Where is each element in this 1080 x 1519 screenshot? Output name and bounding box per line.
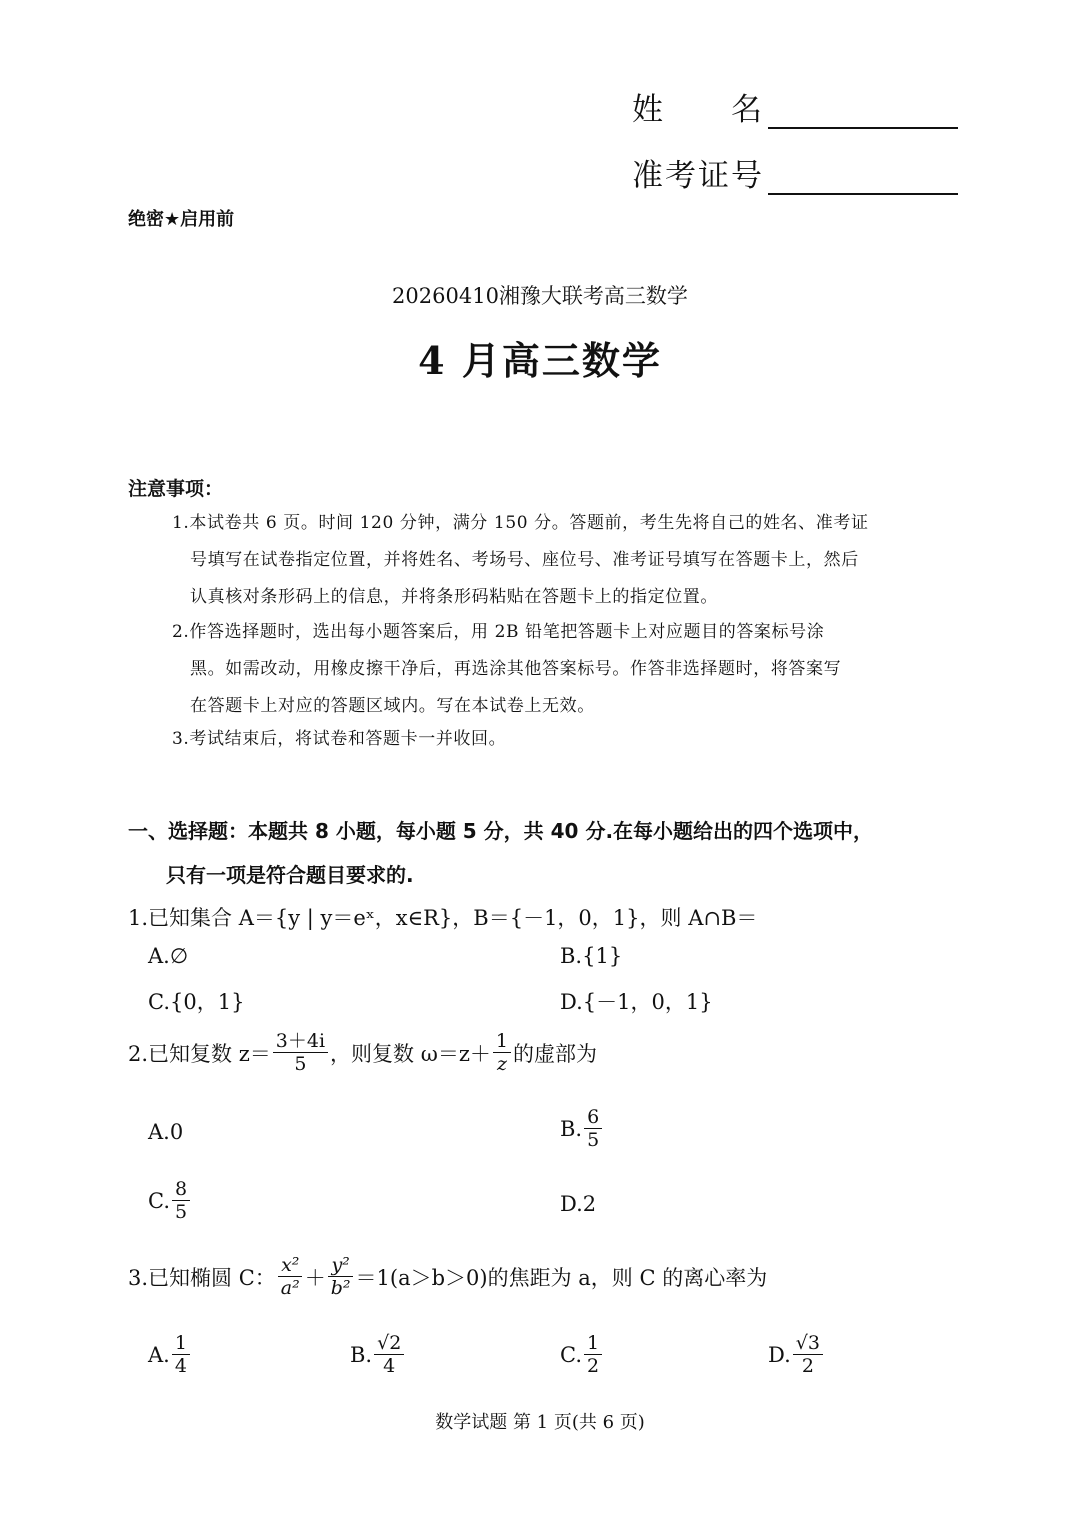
notice-line: 号填写在试卷指定位置，并将姓名、考场号、座位号、准考证号填写在答题卡上，然后 [190, 550, 859, 570]
notice-line: 2.作答选择题时，选出每小题答案后，用 2B 铅笔把答题卡上对应题目的答案标号涂 [172, 622, 825, 642]
fraction-denominator: 4 [383, 1355, 396, 1377]
notice-item-1 [172, 505, 952, 616]
fraction-numerator: 3＋4i [273, 1030, 328, 1053]
q2-stem [128, 1030, 597, 1075]
fraction-numerator: √3 [793, 1332, 823, 1355]
fraction-denominator: 2 [587, 1355, 600, 1377]
fraction-numerator: y² [328, 1254, 352, 1277]
fraction-denominator: 4 [174, 1355, 187, 1377]
notice-line: 黑。如需改动，用橡皮擦干净后，再选涂其他答案标号。作答非选择题时，将答案写 [190, 659, 842, 679]
q3-option-d [768, 1332, 825, 1377]
fraction [793, 1332, 823, 1377]
notice-line: 认真核对条形码上的信息，并将条形码粘贴在答题卡上的指定位置。 [190, 587, 718, 607]
id-label: 准考证号 [632, 158, 764, 194]
name-field [632, 84, 958, 129]
fraction [273, 1030, 328, 1075]
fraction-denominator: z [496, 1053, 507, 1075]
notice-item-2 [172, 614, 952, 725]
notice-line: 1.本试卷共 6 页。时间 120 分钟，满分 150 分。答题前，考生先将自己的姓名、准考证 [172, 513, 869, 533]
notice-item-3 [172, 721, 952, 758]
q2-option-b [560, 1106, 604, 1151]
id-blank[interactable] [768, 159, 958, 195]
fraction [172, 1178, 190, 1223]
page-title: 4 月高三数学 [418, 338, 662, 383]
page-footer: 数学试题 第 1 页(共 6 页) [435, 1412, 645, 1433]
option-label: C. [560, 1342, 582, 1367]
notice-line: 在答题卡上对应的答题区域内。写在本试卷上无效。 [190, 696, 595, 716]
q2-option-a: A.0 [148, 1120, 184, 1144]
option-label: B. [560, 1116, 583, 1141]
option-label: C. [148, 1188, 170, 1213]
fraction [278, 1254, 303, 1299]
fraction-numerator: √2 [374, 1332, 404, 1355]
fraction-denominator: 5 [294, 1053, 307, 1075]
name-blank[interactable] [768, 93, 958, 129]
q1-option-c: C.{0，1} [148, 990, 245, 1014]
fraction-numerator: 8 [172, 1178, 190, 1201]
fraction [328, 1254, 354, 1299]
q2-stem-pre: 2.已知复数 z＝ [128, 1041, 271, 1066]
q3-stem [128, 1254, 767, 1299]
section-heading-cont: 只有一项是符合题目要求的. [166, 863, 414, 887]
q2-option-d: D.2 [560, 1192, 597, 1216]
q3-stem-pre: 3.已知椭圆 C： [128, 1265, 276, 1290]
fraction [374, 1332, 404, 1377]
fraction-denominator: 2 [801, 1355, 814, 1377]
q3-option-c [560, 1332, 604, 1377]
fraction-denominator: b² [330, 1277, 351, 1299]
fraction [584, 1106, 602, 1151]
fraction-numerator: x² [278, 1254, 302, 1277]
id-field [632, 150, 958, 195]
fraction-numerator: 6 [584, 1106, 602, 1129]
q1-option-a: A.∅ [148, 944, 189, 968]
fraction-denominator: 5 [587, 1129, 600, 1151]
secret-mark: 绝密★启用前 [128, 209, 235, 230]
fraction-numerator: 1 [172, 1332, 190, 1355]
exam-subtitle: 20260410湘豫大联考高三数学 [392, 284, 688, 308]
q1-stem: 1.已知集合 A＝{y | y＝eˣ，x∈R}，B＝{－1，0，1}，则 A∩B＝ [128, 906, 758, 930]
q2-stem-mid: ，则复数 ω＝z＋ [330, 1041, 491, 1066]
fraction [584, 1332, 602, 1377]
fraction [493, 1030, 511, 1075]
name-label: 姓 名 [632, 92, 764, 128]
section-heading: 一、选择题：本题共 8 小题，每小题 5 分，共 40 分.在每小题给出的四个选项中， [128, 819, 874, 843]
fraction [172, 1332, 190, 1377]
q3-stem-post: ＝1(a＞b＞0)的焦距为 a，则 C 的离心率为 [355, 1265, 768, 1290]
notice-title: 注意事项： [128, 478, 224, 500]
option-label: A. [148, 1342, 170, 1367]
q2-stem-post: 的虚部为 [513, 1041, 598, 1066]
q3-option-a [148, 1332, 192, 1377]
option-label: B. [350, 1342, 373, 1367]
q3-option-b [350, 1332, 406, 1377]
fraction-numerator: 1 [493, 1030, 511, 1053]
fraction-numerator: 1 [584, 1332, 602, 1355]
q1-option-b: B.{1} [560, 944, 623, 968]
option-label: D. [768, 1342, 791, 1367]
q1-option-d: D.{－1，0，1} [560, 990, 713, 1014]
q2-option-c [148, 1178, 192, 1223]
fraction-denominator: 5 [175, 1201, 188, 1223]
fraction-denominator: a² [280, 1277, 300, 1299]
plus-sign: ＋ [304, 1265, 326, 1290]
notice-line: 3.考试结束后，将试卷和答题卡一并收回。 [172, 729, 507, 749]
